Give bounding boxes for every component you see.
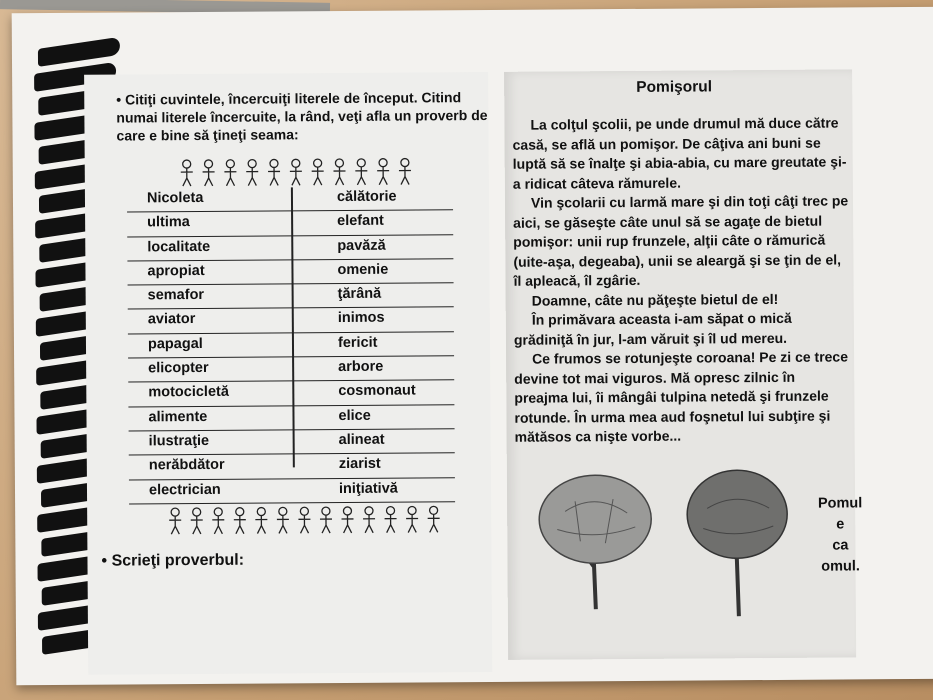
word-right[interactable]: inimos bbox=[337, 310, 385, 327]
word-left[interactable]: electrician bbox=[148, 481, 221, 498]
children-illustration-bottom bbox=[165, 504, 455, 538]
child-figure bbox=[203, 160, 215, 186]
proverb-word: e bbox=[836, 516, 845, 533]
word-left[interactable]: elicopter bbox=[148, 360, 209, 377]
word-left[interactable]: ilustraţie bbox=[148, 432, 210, 450]
proverb-word: omul. bbox=[821, 558, 860, 575]
word-left[interactable]: semafor bbox=[147, 287, 205, 304]
word-left[interactable]: nerăbdător bbox=[148, 457, 225, 474]
word-row bbox=[127, 259, 453, 286]
story-title: Pomişorul bbox=[636, 78, 713, 96]
word-right[interactable]: călătorie bbox=[336, 188, 397, 206]
story-paragraph: Doamne, câte nu păţeşte bietul de el! bbox=[531, 290, 779, 309]
child-figure bbox=[191, 508, 203, 534]
word-right[interactable]: elefant bbox=[337, 212, 384, 230]
story-paragraph: La colţul şcolii, pe unde drumul mă duce către casă, se află un pomişor. De câţiva ani buni se luptă să se înalţe şi abia-abia, cu mare greutate şi-a ridicat câteva rămurele. bbox=[512, 114, 847, 192]
story-text bbox=[512, 113, 850, 447]
word-left[interactable]: motocicletă bbox=[148, 384, 229, 401]
child-figure bbox=[320, 507, 332, 533]
word-row bbox=[127, 211, 453, 238]
proverb-word: ca bbox=[832, 537, 849, 554]
child-figure bbox=[333, 159, 345, 185]
child-figure bbox=[255, 508, 267, 534]
child-figure bbox=[181, 160, 193, 186]
word-row bbox=[128, 381, 454, 408]
word-row bbox=[127, 186, 453, 213]
child-figure bbox=[312, 159, 324, 185]
word-right[interactable]: fericit bbox=[337, 334, 378, 351]
child-figure bbox=[234, 508, 246, 534]
write-proverb-prompt: • Scrieţi proverbul: bbox=[101, 551, 245, 570]
word-right[interactable]: arbore bbox=[338, 358, 384, 376]
child-figure bbox=[268, 159, 280, 185]
word-row bbox=[128, 283, 454, 310]
child-figure bbox=[298, 507, 310, 533]
child-figure bbox=[341, 507, 353, 533]
word-row bbox=[128, 332, 454, 359]
word-right[interactable]: cosmonaut bbox=[338, 382, 416, 400]
word-left[interactable]: papagal bbox=[147, 335, 203, 353]
word-left[interactable]: aviator bbox=[147, 311, 196, 328]
word-left[interactable]: localitate bbox=[147, 238, 211, 255]
word-row bbox=[129, 478, 455, 505]
word-right[interactable]: ţărână bbox=[337, 285, 382, 303]
child-figure bbox=[385, 507, 397, 533]
child-figure bbox=[246, 160, 258, 186]
word-left[interactable]: alimente bbox=[148, 408, 208, 426]
word-row bbox=[127, 235, 453, 262]
child-figure bbox=[355, 159, 367, 185]
word-row bbox=[128, 405, 454, 432]
exercise-instruction: • Citiţi cuvintele, încercuiţi literele de început. Citind numai literele încercuite, la rând, veţi afla un proverb de care e bine să ţineţi seama: bbox=[116, 89, 488, 144]
word-right[interactable]: alineat bbox=[338, 431, 385, 448]
word-row bbox=[128, 308, 454, 335]
story-paragraph: Ce frumos se rotunjeşte coroana! Pe zi ce trece devine tot mai viguros. Mă opresc zilnic în preajma lui, îi mângâi tulpina netedă şi frunzele rotunde. În urma mea aud foşnetul lui subţire şi mătăsos ca nişte vorbe... bbox=[514, 348, 849, 445]
word-table bbox=[127, 186, 455, 504]
child-figure bbox=[399, 159, 411, 185]
word-right[interactable]: iniţiativă bbox=[338, 480, 398, 497]
proverb-text bbox=[807, 493, 874, 577]
word-left[interactable]: ultima bbox=[147, 214, 190, 231]
child-figure bbox=[277, 507, 289, 533]
word-right[interactable]: pavăză bbox=[337, 237, 386, 254]
left-page bbox=[84, 72, 492, 675]
children-illustration-top bbox=[177, 156, 427, 188]
story-paragraph: Vin şcolarii cu larmă mare şi din toţi câţi trec pe aici, se găseşte câte unul să se agaţe de bietul pomişor: unii rup frunzele, alţii câte o rămurică (uite-aşa, degeaba), unii se aleargă şi se ţin de el, îl apleacă, îl zgârie. bbox=[513, 192, 849, 289]
tree-illustration-right bbox=[683, 468, 794, 619]
open-workbook bbox=[12, 7, 933, 686]
proverb-word: Pomul bbox=[817, 495, 863, 512]
word-row bbox=[129, 453, 455, 480]
word-row bbox=[129, 429, 455, 456]
child-figure bbox=[290, 159, 302, 185]
child-figure bbox=[169, 508, 181, 534]
word-row bbox=[128, 356, 454, 383]
child-figure bbox=[428, 506, 440, 532]
word-left[interactable]: Nicoleta bbox=[146, 189, 204, 207]
word-right[interactable]: elice bbox=[338, 407, 371, 424]
child-figure bbox=[224, 160, 236, 186]
tree-illustration-left bbox=[535, 471, 658, 612]
right-page bbox=[504, 69, 863, 659]
word-left[interactable]: apropiat bbox=[147, 262, 205, 280]
child-figure bbox=[212, 508, 224, 534]
word-right[interactable]: ziarist bbox=[338, 455, 381, 473]
word-right[interactable]: omenie bbox=[337, 261, 389, 278]
child-figure bbox=[377, 159, 389, 185]
child-figure bbox=[406, 506, 418, 532]
child-figure bbox=[363, 507, 375, 533]
story-paragraph: În primăvara aceasta i-am săpat o mică grădiniţă în jur, l-am văruit şi îl ud mereu. bbox=[513, 309, 792, 348]
